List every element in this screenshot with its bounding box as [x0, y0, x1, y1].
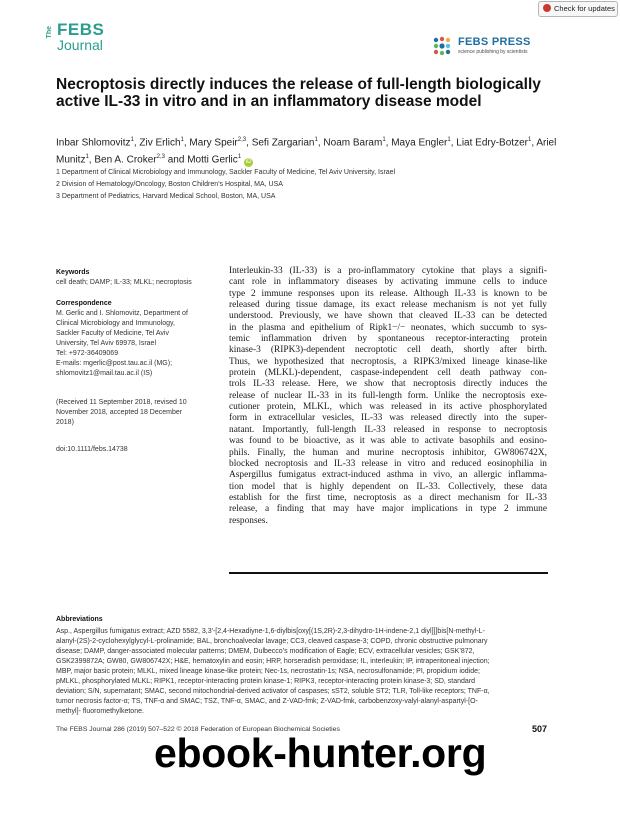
- keywords-section: [56, 268, 216, 288]
- abstract-line: was found to be bioactive, as it was able to activate basophils and eosino-: [229, 436, 547, 447]
- check-for-updates-label: Check for updates: [554, 4, 615, 13]
- abstract-line: tion model that is highly dependent on IL-33. Collectively, these data: [229, 481, 547, 492]
- author-name: Liat Edry-Botzer: [456, 137, 528, 149]
- check-for-updates-badge[interactable]: [538, 1, 618, 17]
- abbreviations-line: disease; DAMP, danger-associated molecular patterns; DMEM, Dulbecco’s modification of Eagle; ECV, extracellular vesicles; GSK’872,: [56, 648, 475, 655]
- received-line: November 2018, accepted 18 December: [56, 409, 183, 416]
- abstract-line: type 2 immune responses upon its release. Although IL-33 is known to be: [229, 288, 547, 299]
- affiliation-3: 3 Department of Pediatrics, Harvard Medical School, Boston, MA, USA: [56, 193, 276, 200]
- abstract-line: phils. Finally, the human and murine necroptosis inhibitor, GW806742X,: [229, 447, 547, 458]
- author-affiliation-marker: 1: [314, 137, 318, 143]
- abstract-line: temic inflammation driven by spontaneous receptor-interacting protein: [229, 334, 547, 345]
- author-name: Ariel Munitz: [56, 137, 557, 166]
- abbreviations-line: methyl]- fluoromethylketone.: [56, 708, 144, 715]
- abbreviations-line: tumor necrosis factor-α; TS, TNF-α and SMAC; TSZ, TNF-α, SMAC, and Z-VAD-fmk; Z-VAD-fmk, carbobenzoxy-valyl-alanyl-aspartyl-[O-: [56, 698, 478, 705]
- correspondence-email-line[interactable]: E-mails: mgerlic@post.tau.ac.il (MG);: [56, 360, 173, 367]
- author-name: Maya Engler: [391, 137, 448, 149]
- abstract: [229, 266, 547, 527]
- abbreviations-line: MBP, major basic protein; MLKL, mixed lineage kinase-like protein; Nec-1s, necrostatin-1s; NSA, necrosulfonamide; PI, propidium iodide;: [56, 668, 480, 675]
- footer-citation: The FEBS Journal 286 (2019) 507–522 © 2018 Federation of European Biochemical Societies: [56, 726, 340, 733]
- abstract-line: protein (MLKL)-dependent, caspase-independent cell death pathway con-: [229, 368, 547, 379]
- author-name: Ziv Erlich: [139, 137, 181, 149]
- abstract-divider: [229, 572, 548, 574]
- abbreviations-line: alanyl-(2S)-2-cyclohexylglycyl-L-prolinamide; BAL, bronchoalveolar lavage; CC3, cleaved caspase-3; COPD, chronic obstructive pulmonary: [56, 638, 488, 645]
- abstract-line: form in extracellular vesicles, IL-33 was released directly into the super-: [229, 413, 547, 424]
- correspondence-line: Tel: +972-36409069: [56, 350, 119, 357]
- author-affiliation-marker: 1: [527, 137, 532, 143]
- author-affiliation-marker: 1: [382, 137, 386, 143]
- author-name: Ben A. Croker: [94, 154, 157, 166]
- correspondence-section: [56, 299, 216, 379]
- author-affiliation-marker: 1: [237, 154, 242, 161]
- abstract-line: understood. Previously, we have shown that cleaved IL-33 can be detected: [229, 311, 547, 322]
- abstract-line: trols IL-33 release. Here, we show that necroptosis directly induces the: [229, 379, 547, 390]
- abstract-line: establish for the first time, necroptosis as a direct mechanism for IL-33: [229, 492, 547, 503]
- abstract-line: cant role in inflammatory diseases by activating immune cells to induce: [229, 277, 547, 288]
- orcid-icon[interactable]: iD: [245, 158, 252, 165]
- journal-logo-febs: FEBS: [57, 20, 105, 39]
- abstract-line: Thus, we hypothesized that necroptosis, a RIPK3/mixed lineage kinase-like: [229, 356, 547, 367]
- author-name: Sefi Zargarian: [251, 137, 315, 149]
- abbreviations-heading: Abbreviations: [56, 616, 103, 623]
- abstract-line: Aspergillus fumigatus extract-induced asthma in vivo, an allergic inflamma-: [229, 470, 547, 481]
- correspondence-line: University, Tel Aviv 69978, Israel: [56, 340, 156, 347]
- abbreviations-line: deviation; S/N, supernatant; SMAC, second mitochondrial-derived activator of caspases; sST2, soluble ST2; TLR, Toll-like receptors; TNF-α,: [56, 688, 490, 695]
- received-dates: [56, 398, 216, 428]
- author-affiliation-marker: 2,3: [237, 137, 247, 143]
- abstract-line: Interleukin-33 (IL-33) is a pro-inflammatory cytokine that plays a signifi-: [229, 266, 547, 276]
- abstract-line: release of nuclear IL-33 in its full-length form. Unlike the necroptosis exe-: [229, 390, 547, 401]
- author-affiliation-marker: 1: [85, 154, 89, 161]
- journal-logo-the: The: [46, 26, 53, 39]
- abbreviations-line: Asp., Aspergillus fumigatus extract; AZD 5582, 3,3′-[2,4-Hexadiyne-1,6-diylbis[oxy[(1S,2R)-2,3-dihydro-1H-indene-2,1 diyl]]]bis[N-methyl-L-: [56, 628, 485, 635]
- abbreviations-line: GSK2399872A; GW80, GW806742X; H&E, hematoxylin and eosin; HRP, horseradish peroxidase; IL, interleukin; IP, intraperitoneal injection;: [56, 658, 490, 665]
- abstract-line: kinase-3 (RIPK3)-dependent necroptotic cell death, shortly after birth.: [229, 345, 547, 356]
- abstract-line: cutioner protein, MLKL, which was released in its active phosphorylated: [229, 402, 547, 413]
- febs-press-tagline: science publishing by scientists: [458, 49, 528, 55]
- doi-link[interactable]: doi:10.1111/febs.14738: [56, 446, 128, 453]
- page-number: 507: [532, 724, 548, 734]
- author-affiliation-marker: 1: [447, 137, 451, 143]
- abstract-line: in the plasma and epithelium of Ripk1−/− neonates, which succumb to sys-: [229, 322, 547, 333]
- author-affiliation-marker: 1: [130, 137, 134, 143]
- febs-press-dots-icon: [432, 36, 454, 56]
- abbreviations-text: [56, 627, 566, 717]
- received-line: 2018): [56, 419, 74, 426]
- abstract-line: responses.: [229, 515, 268, 526]
- author-name: Mary Speir: [189, 137, 238, 149]
- author-name: Motti Gerlic: [187, 154, 238, 166]
- crossmark-icon: [543, 4, 551, 12]
- abstract-line: blocked necroptosis and IL-33 release in vitro and reduced eosinophilia in: [229, 458, 547, 469]
- correspondence-line: Sackler Faculty of Medicine, Tel Aviv: [56, 330, 169, 337]
- watermark: ebook-hunter.org: [154, 730, 487, 776]
- author-affiliation-marker: 1: [180, 137, 184, 143]
- correspondence-heading: Correspondence: [56, 300, 112, 307]
- received-line: (Received 11 September 2018, revised 10: [56, 399, 187, 406]
- author-list: Inbar Shlomovitz$^1$, Ziv Erlich$^1$, Mary Speir$^{2,3}$, Sefi Zargarian$^1$, Noam Baram$^1$, Maya Engler$^1$, Liat Edry-Botzer$^1$, Ariel Munitz$^1$, Ben A. Croker$^{2,3}$ and Motti Gerlic$^1$iD: [56, 137, 557, 166]
- author-name: Inbar Shlomovitz: [56, 137, 131, 149]
- abbreviations-line: pMLKL, phosphorylated MLKL; RIPK1, receptor-interacting protein kinase-1; RIPK3, receptor-interacting protein kinase-3; SD, standard: [56, 678, 476, 685]
- journal-logo-journal: Journal: [57, 37, 103, 53]
- abstract-line: natant. Importantly, full-length IL-33 released in response to necroptosis: [229, 424, 547, 435]
- keywords-text: cell death; DAMP; IL-33; MLKL; necroptosis: [56, 279, 192, 286]
- febs-press-name: FEBS PRESS: [458, 36, 531, 48]
- article-title: Necroptosis directly induces the release of full-length biologically active IL-33 in vitro and in an inflammatory disease model: [56, 76, 541, 110]
- author-affiliation-marker: 2,3: [156, 154, 165, 161]
- abstract-line: release, a finding that may have major implications in type 2 immune: [229, 504, 547, 515]
- author-name: Noam Baram: [323, 137, 383, 149]
- affiliation-2: 2 Division of Hematology/Oncology, Boston Children’s Hospital, MA, USA: [56, 181, 283, 188]
- keywords-heading: Keywords: [56, 269, 90, 276]
- correspondence-line: M. Gerlic and I. Shlomovitz, Department of: [56, 310, 188, 317]
- correspondence-email-line[interactable]: shlomovitz1@mail.tau.ac.il (IS): [56, 370, 153, 377]
- correspondence-line: Clinical Microbiology and Immunology,: [56, 320, 175, 327]
- affiliation-1: 1 Department of Clinical Microbiology and Immunology, Sackler Faculty of Medicine, Tel Aviv University, Israel: [56, 169, 396, 176]
- abstract-line: released during tissue damage, its exact release mechanism is not yet fully: [229, 300, 547, 311]
